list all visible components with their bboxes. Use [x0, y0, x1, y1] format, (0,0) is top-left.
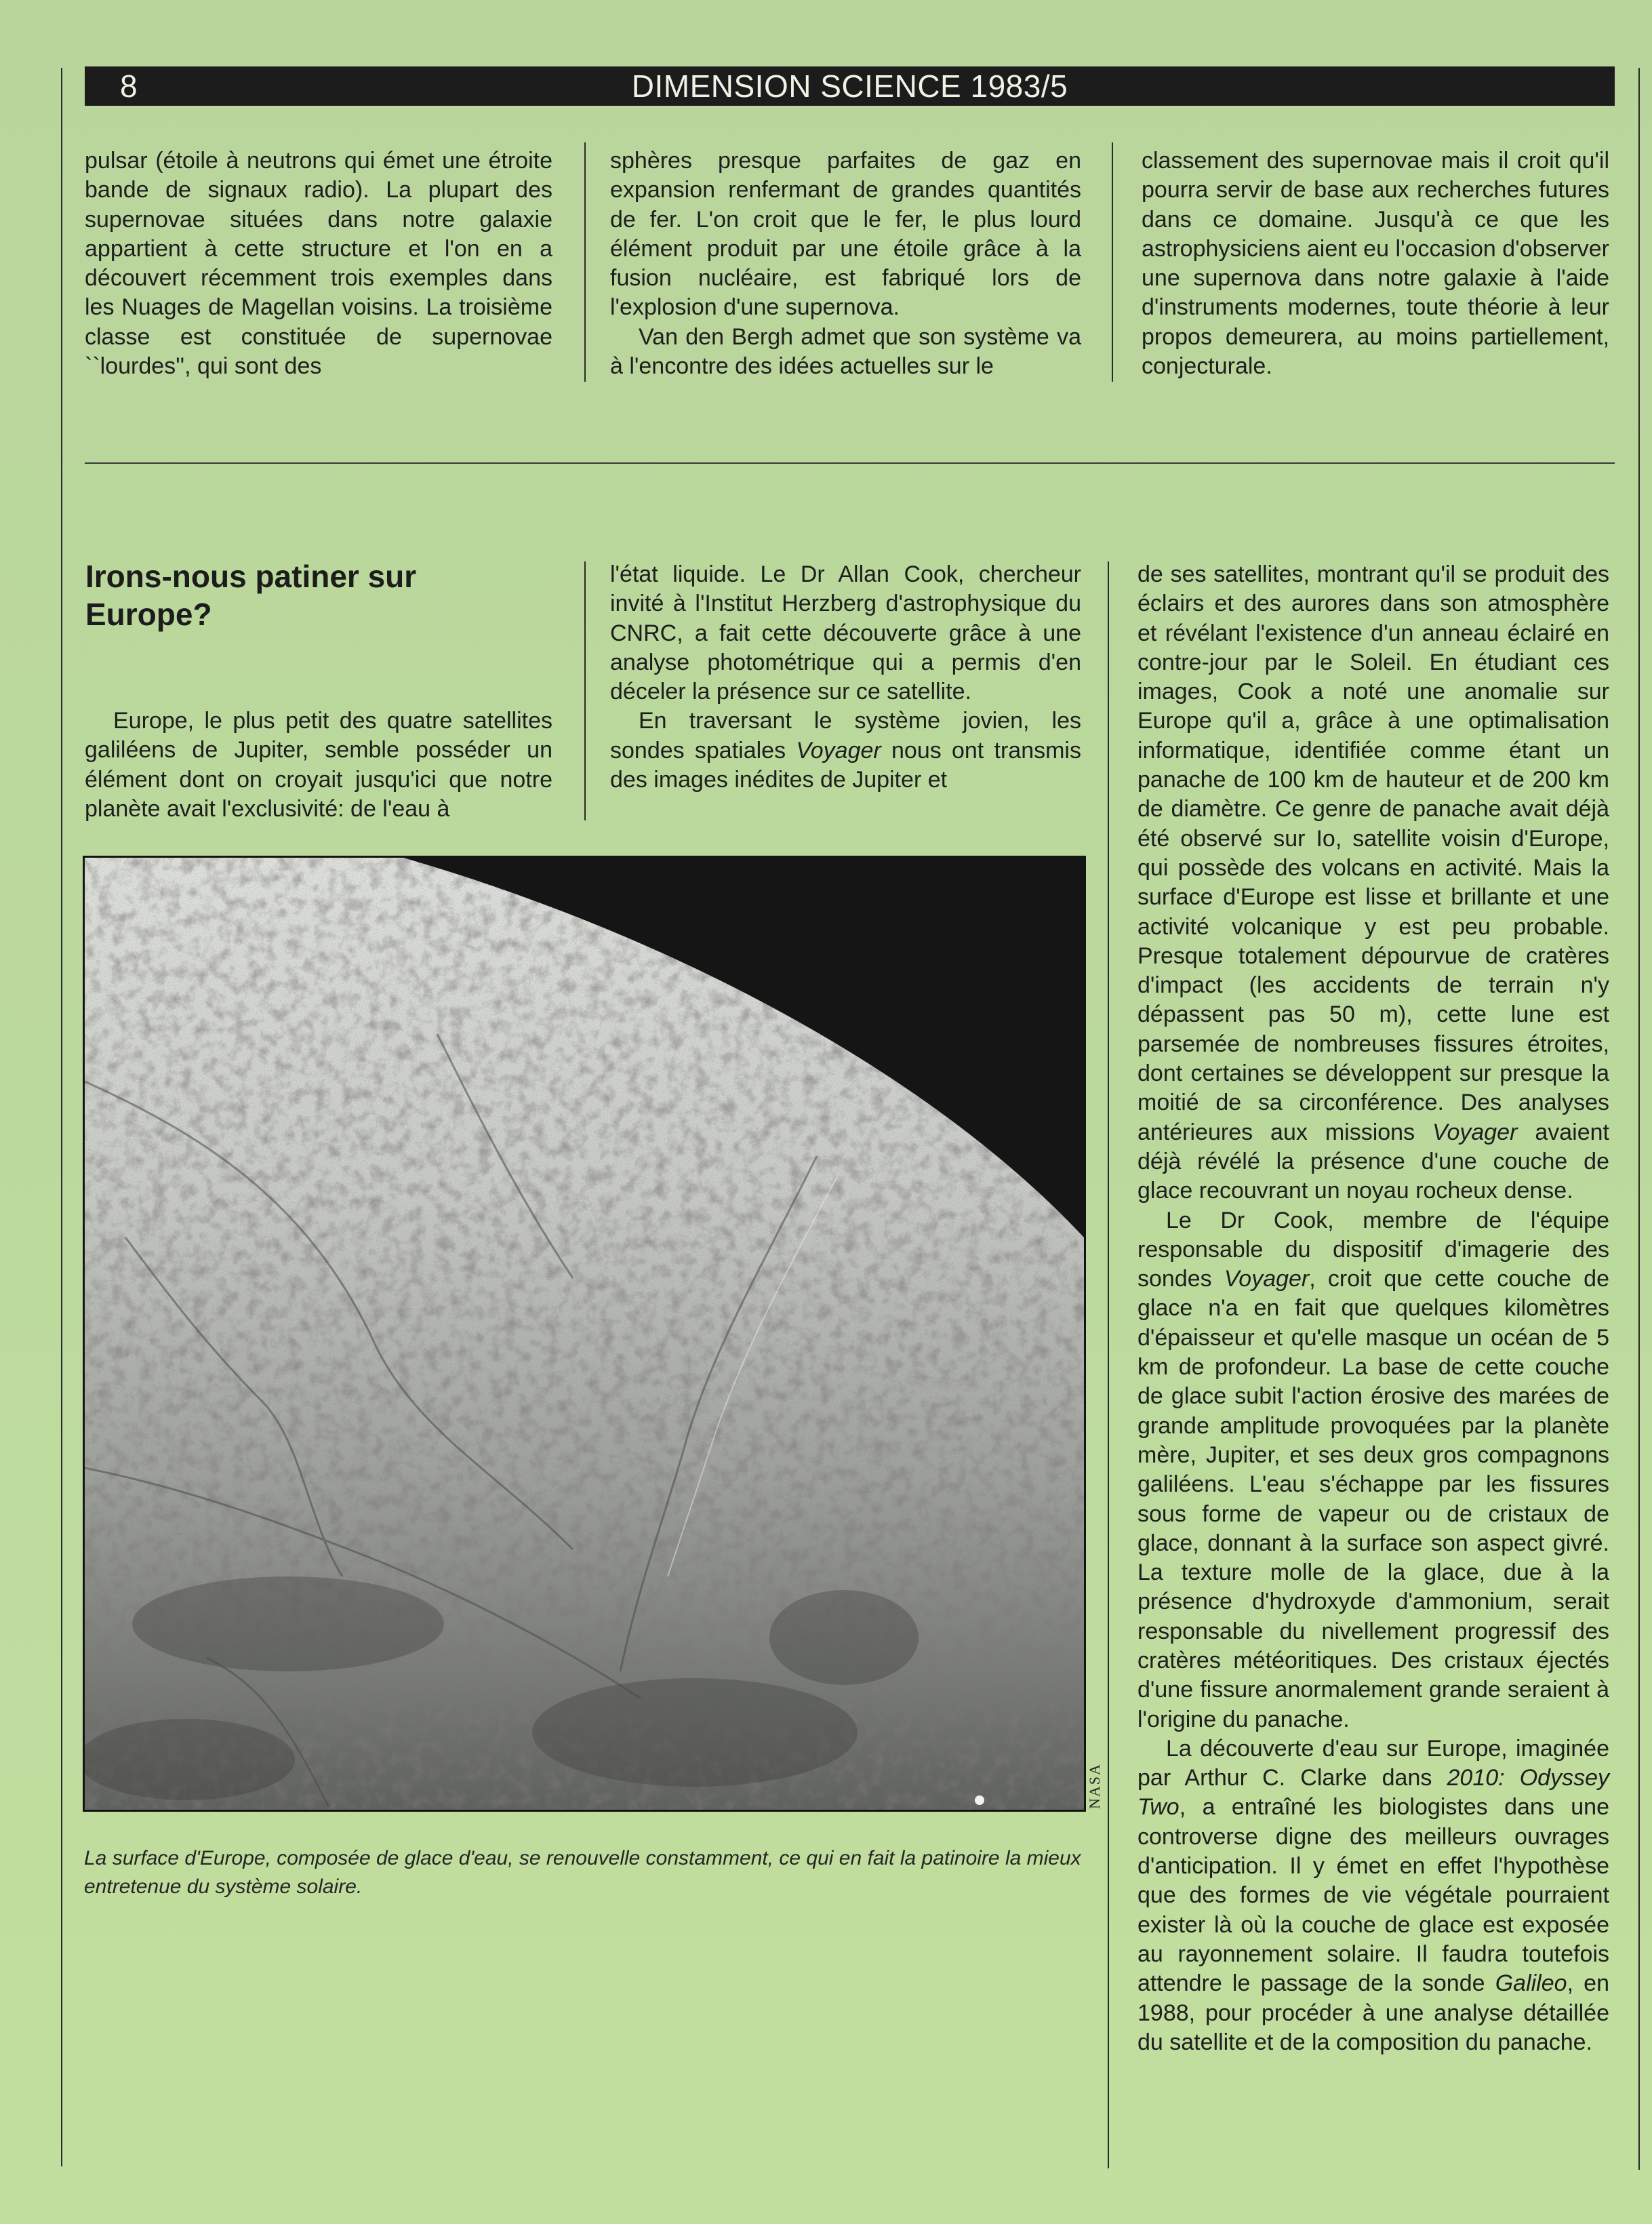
photo-credit-text: NASA	[1086, 1763, 1103, 1809]
publication-title: DIMENSION SCIENCE 1983/5	[631, 68, 1068, 104]
page-frame-left	[61, 68, 62, 2166]
photo-credit	[1082, 1762, 1116, 1809]
page-frame-right	[1638, 68, 1640, 2170]
previous-article-col-1	[85, 146, 552, 381]
paragraph: de ses satellites, montrant qu'il se produit des éclairs et des aurores dans son atmosphère et révélant l'existence d'un anneau éclairé en contre-jour par le Soleil. En étudiant ces images, Cook a noté une anomalie sur Europe qu'il a, grâce à une optimalisation informatique, identifiée comme étant un panache de 100 km de hauteur et de 200 km de diamètre. Ce genre de panache avait déjà été observé sur Io, satellite voisin d'Europe, qui possède des volcans en activité. Mais la surface d'Europe est lisse et brillante et une activité volcanique y est peu probable. Presque totalement dépourvue de cratères d'impact (les accidents de terrain n'y dépassent pas 50 m), cette lune est parsemée de nombreuses fissures étroites, dont certaines se développent sur presque la moitié de sa circonférence. Des analyses antérieures aux missions Voyager avaient déjà révélé la présence d'une couche de glace recouvrant un noyau rocheux dense.	[1137, 561, 1609, 1204]
previous-article-col-2	[610, 146, 1081, 381]
paragraph: Le Dr Cook, membre de l'équipe responsable du dispositif d'imagerie des sondes Voyager, croit que cette couche de glace n'a en fait que quelques kilomètres d'épaisseur et qu'elle masque un océan de 5 km de profondeur. La base de cette couche de glace subit l'action érosive des marées de grande amplitude provoquées par la planète mère, Jupiter, et ses deux gros compagnons galiléens. L'eau s'échappe par les fissures sous forme de vapeur ou de cristaux de glace, donnant à la surface son aspect givré. La texture molle de la glace, due à la présence d'hydroxyde d'ammonium, serait responsable du nivellement progressif des cratères météoritiques. Des cristaux éjectés d'une fissure anormalement grande seraient à l'origine du panache.	[1137, 1207, 1609, 1732]
section-divider	[85, 462, 1615, 464]
emphasis-voyager: Voyager	[796, 737, 881, 763]
article-col-2	[610, 560, 1081, 795]
article-col-3	[1137, 560, 1609, 2057]
previous-article-col-3	[1142, 146, 1609, 381]
article-headline: Irons-nous patiner sur Europe?	[85, 559, 417, 632]
column-rule	[1112, 142, 1113, 382]
column-rule	[584, 561, 586, 820]
column-rule	[1108, 561, 1109, 2168]
paragraph: Europe, le plus petit des quatre satellites galiléens de Jupiter, semble posséder un élément dont on croyait jusqu'ici que notre planète avait l'exclusivité: de l'eau à	[85, 708, 552, 822]
running-header	[85, 66, 1615, 106]
paragraph: pulsar (étoile à neutrons qui émet une étroite bande de signaux radio). La plupart des supernovae situées dans notre galaxie appartient à cette structure et l'on en a découvert récemment trois exemples dans les Nuages de Magellan voisins. La troisième classe est constituée de supernovae ``lourdes'', qui sont des	[85, 148, 552, 380]
europa-surface-photo	[83, 856, 1086, 1812]
paragraph: En traversant le système jovien, les sondes spatiales Voyager nous ont transmis des images inédites de Jupiter et	[610, 708, 1081, 793]
paragraph: La découverte d'eau sur Europe, imaginée par Arthur C. Clarke dans 2010: Odyssey Two, a entraîné les biologistes dans une controverse digne des meilleurs ouvrages d'anticipation. Il y émet en effet l'hypothèse que des formes de vie végétale pourraient exister là où la couche de glace est exposée au rayonnement solaire. Il faudra toutefois attendre le passage de la sonde Galileo, en 1988, pour procéder à une analyse détaillée du satellite et de la composition du panache.	[1137, 1735, 1609, 2055]
page-number: 8	[120, 68, 138, 104]
paragraph: sphères presque parfaites de gaz en expansion renfermant de grandes quantités de fer. L'on croit que le fer, le plus lourd élément produit par une étoile grâce à la fusion nucléaire, est fabriqué lors de l'explosion d'une supernova.	[610, 148, 1081, 321]
article-col-1	[85, 707, 552, 824]
paragraph: classement des supernovae mais il croit qu'il pourra servir de base aux recherches futures dans ce domaine. Jusqu'à ce que les astrophysiciens aient eu l'occasion d'observer une supernova dans notre galaxie à l'aide d'instruments modernes, toute théorie à leur propos demeurera, au moins partiellement, conjecturale.	[1142, 148, 1609, 380]
paragraph: l'état liquide. Le Dr Allan Cook, chercheur invité à l'Institut Herzberg d'astrophysique du CNRC, a fait cette découverte grâce à une analyse photométrique qui a permis d'en déceler la présence sur ce satellite.	[610, 561, 1081, 705]
paragraph: Van den Bergh admet que son système va à l'encontre des idées actuelles sur le	[610, 323, 1081, 380]
figure-caption: La surface d'Europe, composée de glace d'eau, se renouvelle constamment, ce qui en fait la patinoire la mieux entretenue du système solaire.	[84, 1847, 1081, 1898]
column-rule	[584, 142, 586, 382]
